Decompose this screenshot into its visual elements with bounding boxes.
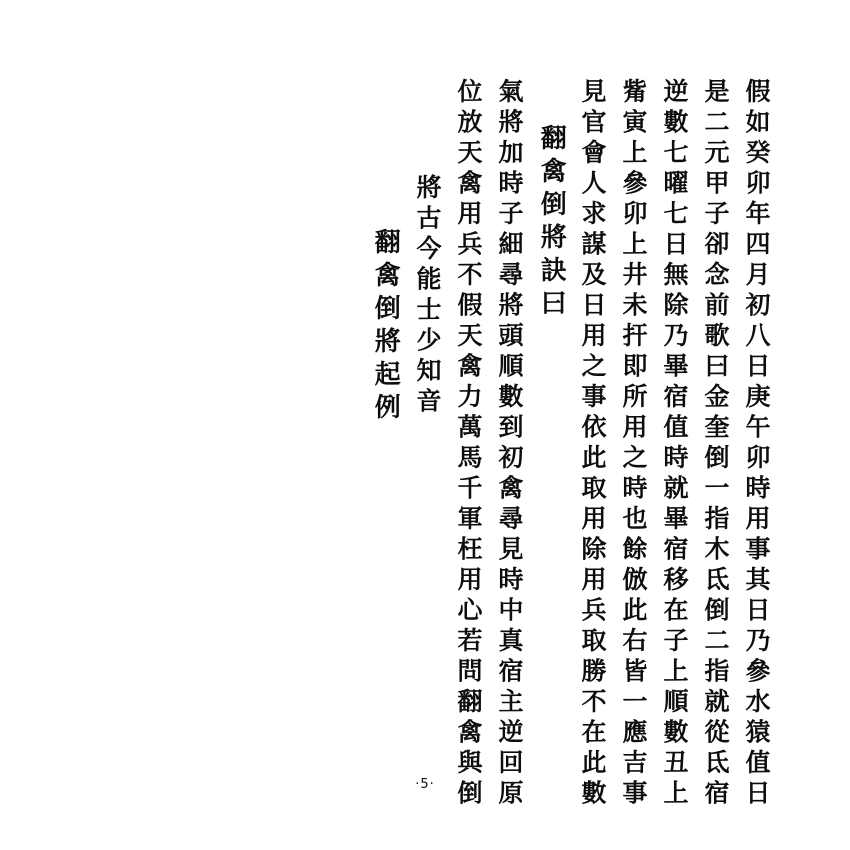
section-heading: 翻禽倒將起例	[370, 227, 401, 427]
page-number: ·5·	[415, 777, 435, 792]
text-column: 觜寅上參卯上井未扞即所用之時也餘倣此右皆一應吉事	[619, 77, 648, 811]
text-column: 位放天禽用兵不假天禽力萬馬千軍枉用心若問翻禽與倒	[453, 77, 483, 811]
text-column: 假如癸卯年四月初八日庚午卯時用事其日乃參水猿值日	[742, 77, 771, 811]
section-heading: 翻禽倒將訣曰	[536, 123, 566, 323]
text-column: 是二元甲子卻念前歌曰金奎倒一指木氐倒二指就從氐宿	[701, 77, 730, 811]
text-column: 逆數七曜七日無除乃畢宿值時就畢宿移在子上順數丑上	[660, 77, 689, 811]
vertical-text-block	[200, 77, 772, 811]
text-column: 見官會人求謀及日用之事依此取用除用兵取勝不在此數	[578, 77, 607, 811]
text-column: 氣將加時子細尋將頭順數到初禽尋見時中真宿主逆回原	[494, 77, 524, 811]
text-column: 將古今能士少知音	[412, 173, 442, 419]
